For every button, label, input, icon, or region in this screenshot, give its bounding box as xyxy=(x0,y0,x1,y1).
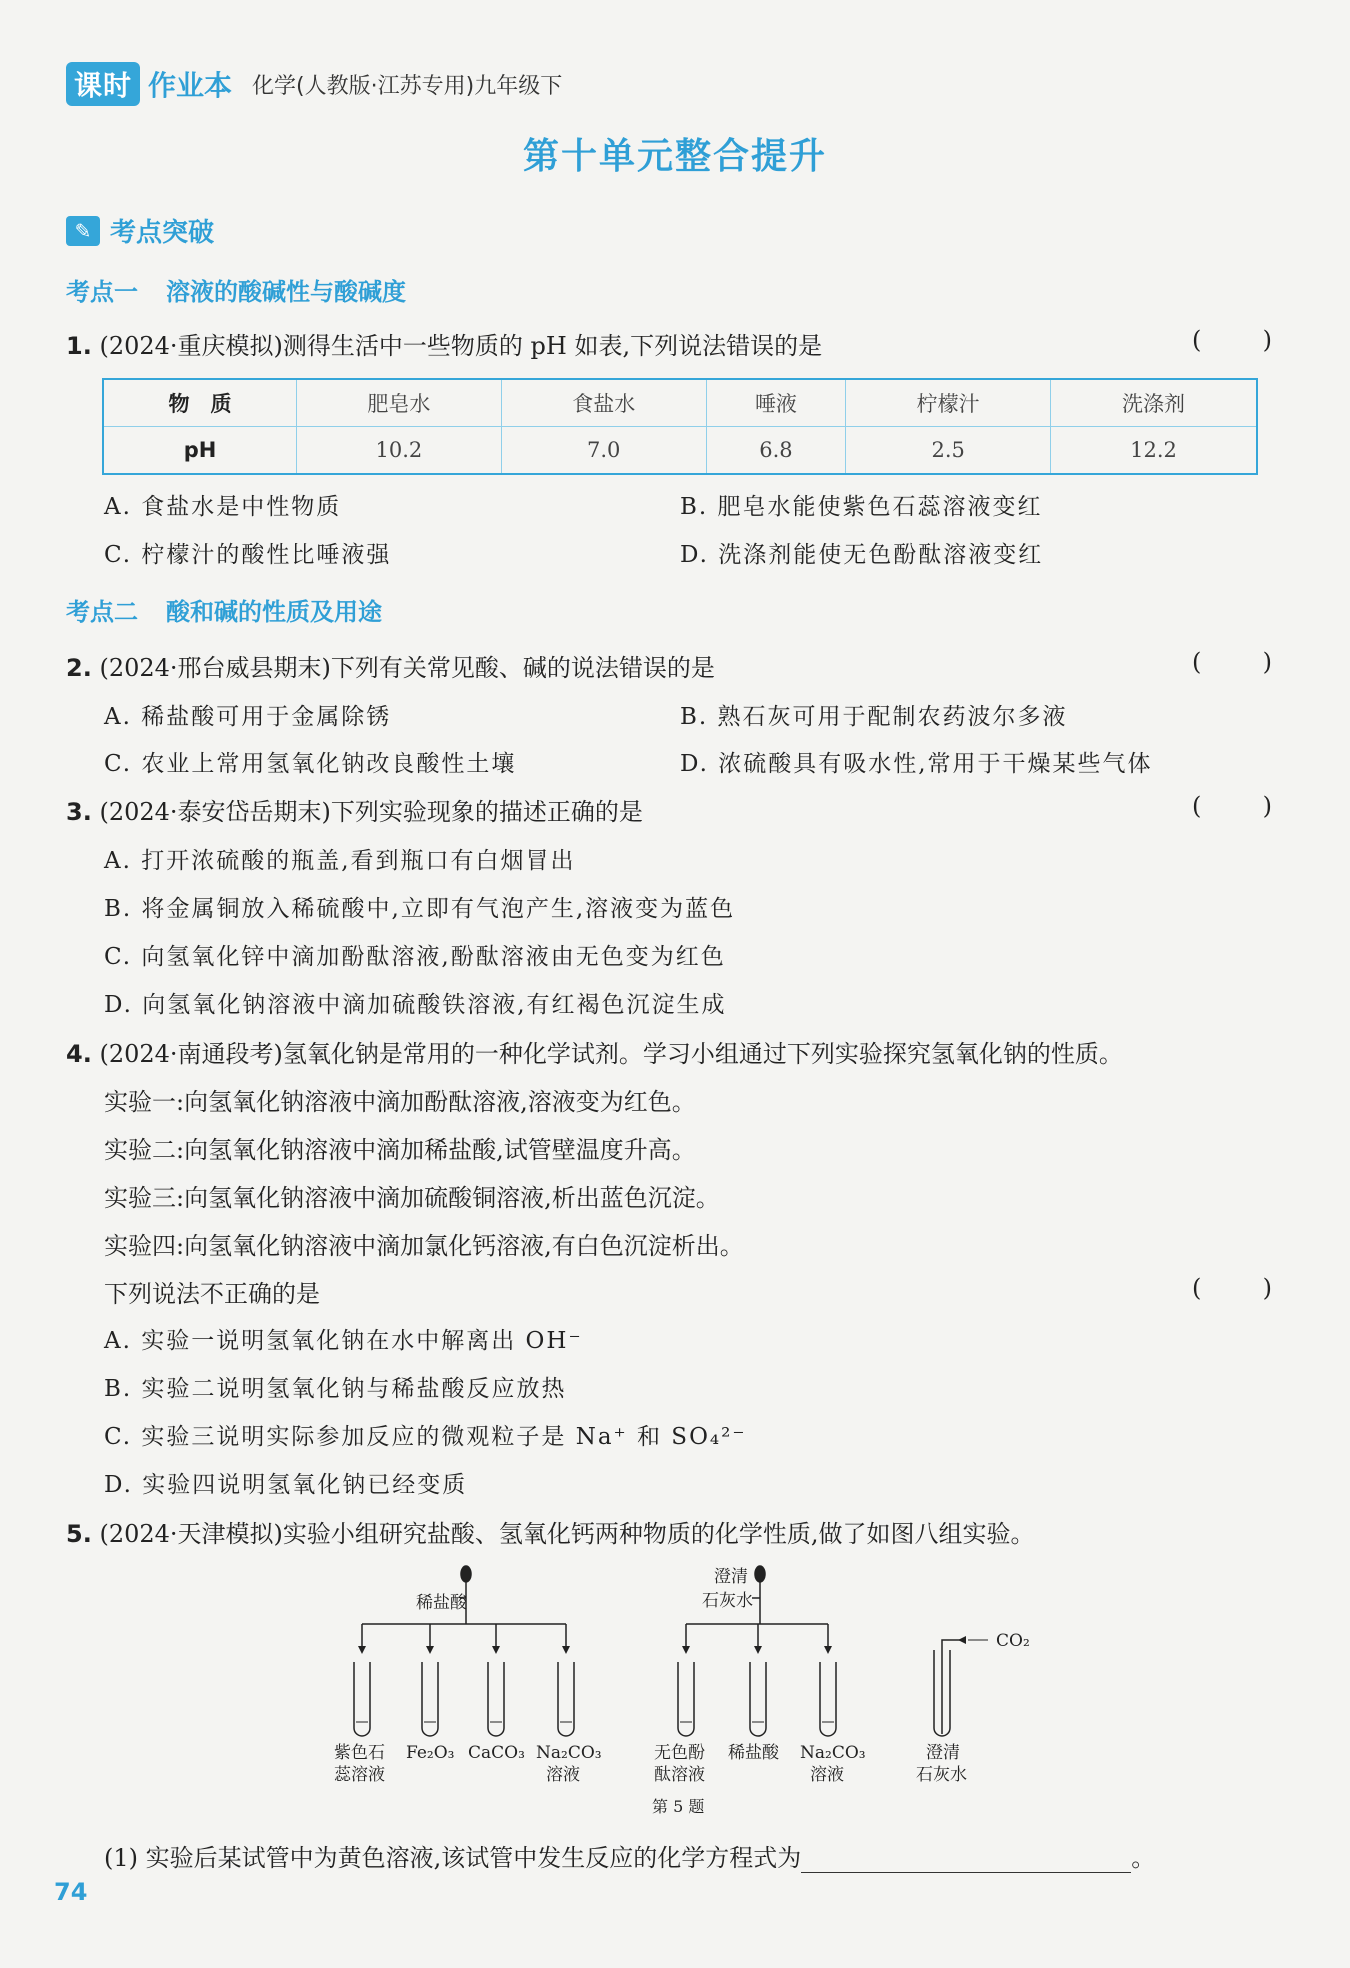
question-4 xyxy=(66,1034,1266,1069)
question-number: 2. xyxy=(66,654,92,682)
key-point-title: 酸和碱的性质及用途 xyxy=(166,598,382,626)
page-number: 74 xyxy=(54,1878,88,1906)
subject-label: 化学(人教版·江苏专用)九年级下 xyxy=(252,73,563,99)
question-number: 5. xyxy=(66,1520,92,1548)
dropper-icon xyxy=(752,1566,765,1616)
table-row xyxy=(103,427,1257,475)
option-d[interactable]: D. 向氢氧化钠溶液中滴加硫酸铁溶液,有红褐色沉淀生成 xyxy=(104,992,727,1018)
question-number: 3. xyxy=(66,798,92,826)
page-header xyxy=(66,62,562,106)
question-number: 1. xyxy=(66,332,92,360)
figure-label: 溶液 xyxy=(810,1765,844,1785)
question-2 xyxy=(66,648,1272,683)
test-tube-icon xyxy=(354,1662,370,1736)
experiment-4: 实验四:向氢氧化钠溶液中滴加氯化钙溶液,有白色沉淀析出。 xyxy=(104,1232,744,1260)
section-heading xyxy=(66,212,214,249)
section-title: 考点突破 xyxy=(110,218,215,248)
answer-blank[interactable]: ( ) xyxy=(1192,792,1272,820)
figure-label: CO₂ xyxy=(996,1631,1030,1651)
question-stem: 下列说法不正确的是 xyxy=(104,1280,320,1308)
figure-caption: 第 5 题 xyxy=(652,1797,705,1816)
question-1 xyxy=(66,326,1272,361)
test-tube-icon xyxy=(488,1662,504,1736)
option-a[interactable]: A. 实验一说明氢氧化钠在水中解离出 OH⁻ xyxy=(104,1328,583,1354)
sub-question-text: (1) 实验后某试管中为黄色溶液,该试管中发生反应的化学方程式为 xyxy=(104,1844,802,1872)
figure-label: 澄清 xyxy=(926,1743,960,1763)
question-stem: (2024·泰安岱岳期末)下列实验现象的描述正确的是 xyxy=(99,798,643,826)
figure-label: 澄清 xyxy=(714,1567,748,1587)
table-row xyxy=(103,379,1257,427)
answer-blank[interactable]: ( ) xyxy=(1192,326,1272,354)
answer-blank[interactable]: ( ) xyxy=(1192,648,1272,676)
question-stem: (2024·南通段考)氢氧化钠是常用的一种化学试剂。学习小组通过下列实验探究氢氧化钠的性质。 xyxy=(99,1040,1123,1068)
logo-badge: 课时 xyxy=(66,62,140,106)
table-cell: 食盐水 xyxy=(501,379,706,427)
key-point-title: 溶液的酸碱性与酸碱度 xyxy=(166,278,406,306)
question-stem: (2024·重庆模拟)测得生活中一些物质的 pH 如表,下列说法错误的是 xyxy=(99,332,823,360)
test-tube-icon xyxy=(820,1662,836,1736)
table-cell: 肥皂水 xyxy=(297,379,502,427)
table-cell: 12.2 xyxy=(1051,427,1257,475)
test-tube-icon xyxy=(422,1662,438,1736)
key-point-label: 考点二 xyxy=(66,598,138,626)
table-cell: 洗涤剂 xyxy=(1051,379,1257,427)
logo xyxy=(66,62,232,106)
table-cell: 物 质 xyxy=(103,379,297,427)
figure-label: CaCO₃ xyxy=(468,1743,525,1763)
figure-label: 稀盐酸 xyxy=(416,1593,467,1613)
option-b[interactable]: B. 实验二说明氢氧化钠与稀盐酸反应放热 xyxy=(104,1376,567,1402)
test-tube-icon xyxy=(750,1662,766,1736)
key-point-label: 考点一 xyxy=(66,278,138,306)
experiment-figure xyxy=(320,1558,1080,1818)
option-a[interactable]: A. 打开浓硫酸的瓶盖,看到瓶口有白烟冒出 xyxy=(104,848,576,874)
figure-label: 酞溶液 xyxy=(654,1765,705,1785)
figure-label: Na₂CO₃ xyxy=(800,1743,866,1763)
table-cell: 2.5 xyxy=(846,427,1051,475)
question-stem: (2024·邢台威县期末)下列有关常见酸、碱的说法错误的是 xyxy=(99,654,715,682)
option-d[interactable]: D. 浓硫酸具有吸水性,常用于干燥某些气体 xyxy=(680,751,1153,777)
figure-label: Fe₂O₃ xyxy=(406,1743,455,1763)
option-c[interactable]: C. 向氢氧化锌中滴加酚酞溶液,酚酞溶液由无色变为红色 xyxy=(104,944,726,970)
experiment-3: 实验三:向氢氧化钠溶液中滴加硫酸铜溶液,析出蓝色沉淀。 xyxy=(104,1184,720,1212)
option-a[interactable]: A. 稀盐酸可用于金属除锈 xyxy=(104,704,392,730)
gas-pipe-icon xyxy=(942,1640,962,1734)
option-b[interactable]: B. 将金属铜放入稀硫酸中,立即有气泡产生,溶液变为蓝色 xyxy=(104,896,736,922)
option-a[interactable]: A. 食盐水是中性物质 xyxy=(104,494,342,520)
pencil-check-icon: ✎ xyxy=(66,216,100,246)
test-tube-icon xyxy=(558,1662,574,1736)
ph-table xyxy=(102,378,1258,475)
test-tube-icon xyxy=(678,1662,694,1736)
experiment-1: 实验一:向氢氧化钠溶液中滴加酚酞溶液,溶液变为红色。 xyxy=(104,1088,696,1116)
option-b[interactable]: B. 熟石灰可用于配制农药波尔多液 xyxy=(680,704,1068,730)
figure-label: 稀盐酸 xyxy=(728,1743,779,1763)
question-5 xyxy=(66,1514,1266,1549)
table-cell: 唾液 xyxy=(706,379,846,427)
brand-name: 作业本 xyxy=(148,69,233,102)
key-point-1 xyxy=(66,272,406,307)
table-cell: 7.0 xyxy=(501,427,706,475)
figure-label: 石灰水 xyxy=(916,1765,967,1785)
figure-label: Na₂CO₃ xyxy=(536,1743,602,1763)
figure-label: 溶液 xyxy=(546,1765,580,1785)
sub-question-1: (1) 实验后某试管中为黄色溶液,该试管中发生反应的化学方程式为 。 xyxy=(104,1844,1156,1872)
table-cell: 10.2 xyxy=(297,427,502,475)
question-4-ask xyxy=(104,1274,1272,1309)
table-cell: pH xyxy=(103,427,297,475)
figure-label: 石灰水 xyxy=(702,1591,753,1611)
option-c[interactable]: C. 柠檬汁的酸性比唾液强 xyxy=(104,542,392,568)
figure-label: 紫色石 xyxy=(334,1743,385,1763)
option-d[interactable]: D. 实验四说明氢氧化钠已经变质 xyxy=(104,1472,468,1498)
key-point-2 xyxy=(66,592,382,627)
figure-label: 蕊溶液 xyxy=(334,1765,385,1785)
table-cell: 柠檬汁 xyxy=(846,379,1051,427)
experiment-2: 实验二:向氢氧化钠溶液中滴加稀盐酸,试管壁温度升高。 xyxy=(104,1136,696,1164)
option-b[interactable]: B. 肥皂水能使紫色石蕊溶液变红 xyxy=(680,494,1043,520)
option-d[interactable]: D. 洗涤剂能使无色酚酞溶液变红 xyxy=(680,542,1044,568)
question-number: 4. xyxy=(66,1040,92,1068)
answer-line[interactable] xyxy=(801,1850,1131,1873)
unit-title: 第十单元整合提升 xyxy=(522,135,827,177)
answer-blank[interactable]: ( ) xyxy=(1192,1274,1272,1302)
option-c[interactable]: C. 农业上常用氢氧化钠改良酸性土壤 xyxy=(104,751,517,777)
table-cell: 6.8 xyxy=(706,427,846,475)
question-3 xyxy=(66,792,1272,827)
figure-label: 无色酚 xyxy=(654,1743,705,1763)
question-stem: (2024·天津模拟)实验小组研究盐酸、氢氧化钙两种物质的化学性质,做了如图八组实验。 xyxy=(99,1520,1035,1548)
option-c[interactable]: C. 实验三说明实际参加反应的微观粒子是 Na⁺ 和 SO₄²⁻ xyxy=(104,1424,747,1450)
